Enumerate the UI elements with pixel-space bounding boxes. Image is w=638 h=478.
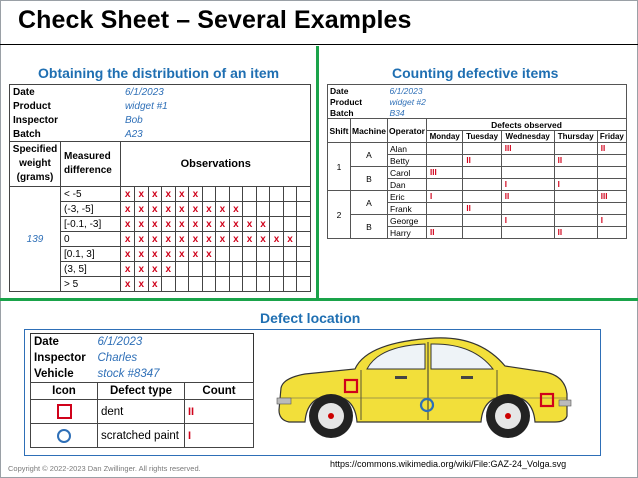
tally-cell: x: [134, 277, 148, 292]
tally-cell: II: [501, 191, 554, 203]
tally-cell: [162, 277, 176, 292]
tally-cell: x: [134, 232, 148, 247]
meta-label: Inspector: [10, 113, 121, 127]
tally-cell: x: [121, 247, 135, 262]
meta-row: [10, 99, 311, 113]
tally-cell: x: [189, 232, 203, 247]
operator-header: Operator: [388, 119, 427, 143]
tally-cell: I: [501, 215, 554, 227]
tally-cell: I: [501, 179, 554, 191]
tally-cell: x: [134, 187, 148, 202]
observations-header: Observations: [121, 142, 311, 187]
car-illustration: [275, 336, 575, 444]
tally-cell: x: [162, 232, 176, 247]
day-header: Tuesday: [463, 131, 501, 143]
tally-cell: x: [256, 232, 270, 247]
operator-cell: Carol: [388, 167, 427, 179]
range-label: (-3, -5]: [61, 202, 121, 217]
meta-label: Product: [328, 96, 388, 107]
tally-cell: x: [134, 247, 148, 262]
tally-cell: x: [189, 202, 203, 217]
meta-row: [31, 334, 254, 351]
table-row: [31, 400, 254, 424]
icon-header: Icon: [31, 383, 98, 400]
tally-cell: x: [175, 187, 189, 202]
tally-cell: x: [121, 217, 135, 232]
meta-label: Batch: [10, 127, 121, 142]
table-row: [328, 143, 627, 155]
meta-label: Date: [328, 85, 388, 97]
tally-cell: x: [243, 232, 257, 247]
tally-cell: x: [121, 277, 135, 292]
tally-cell: [297, 217, 311, 232]
meta-value: 6/1/2023: [97, 336, 143, 348]
tally-cell: [297, 187, 311, 202]
meta-row: [10, 127, 311, 142]
tally-cell: [175, 262, 189, 277]
tally-cell: [202, 277, 216, 292]
tally-cell: [283, 277, 297, 292]
range-label: < -5: [61, 187, 121, 202]
tally-cell: [297, 277, 311, 292]
title-divider: [0, 44, 638, 45]
operator-cell: Alan: [388, 143, 427, 155]
range-label: (3, 5]: [61, 262, 121, 277]
tally-cell: [216, 247, 230, 262]
tally-cell: x: [283, 232, 297, 247]
machine-cell: B: [351, 167, 388, 191]
tally-cell: [463, 143, 501, 155]
operator-cell: Harry: [388, 227, 427, 239]
tally-cell: [270, 247, 284, 262]
tally-cell: x: [134, 202, 148, 217]
tally-cell: [216, 262, 230, 277]
operator-cell: Betty: [388, 155, 427, 167]
meta-row: [328, 96, 627, 107]
shift-cell: 1: [328, 143, 351, 191]
tally-cell: x: [270, 232, 284, 247]
tally-cell: x: [216, 202, 230, 217]
tally-cell: [501, 167, 554, 179]
tally-cell: [501, 155, 554, 167]
tally-cell: [427, 155, 463, 167]
tally-cell: [270, 262, 284, 277]
meta-value: Bob: [121, 113, 311, 127]
tally-cell: [427, 203, 463, 215]
tally-cell: [216, 187, 230, 202]
table-row: [10, 187, 311, 202]
tally-cell: [297, 232, 311, 247]
tally-cell: [501, 203, 554, 215]
tally-cell: [297, 202, 311, 217]
day-header: Monday: [427, 131, 463, 143]
tally-cell: x: [202, 247, 216, 262]
tally-cell: II: [463, 203, 501, 215]
tally-cell: II: [427, 227, 463, 239]
red-square-icon: [57, 404, 72, 419]
tally-cell: x: [256, 217, 270, 232]
tally-cell: [463, 179, 501, 191]
tally-cell: [270, 187, 284, 202]
tally-cell: [243, 247, 257, 262]
tally-cell: [243, 187, 257, 202]
measured-diff-header: Measured difference: [61, 142, 121, 187]
tally-cell: x: [189, 247, 203, 262]
tally-cell: x: [243, 217, 257, 232]
range-label: [-0.1, -3]: [61, 217, 121, 232]
tally-cell: x: [148, 262, 162, 277]
tally-cell: [463, 167, 501, 179]
tally-cell: x: [175, 232, 189, 247]
location-heading: Defect location: [260, 310, 361, 326]
tally-cell: [175, 277, 189, 292]
tally-cell: [463, 215, 501, 227]
tally-cell: [463, 227, 501, 239]
tally-cell: x: [148, 247, 162, 262]
day-header: Friday: [597, 131, 626, 143]
range-label: 0: [61, 232, 121, 247]
tally-cell: [554, 191, 597, 203]
tally-cell: x: [175, 202, 189, 217]
tally-cell: [463, 191, 501, 203]
day-header: Wednesday: [501, 131, 554, 143]
meta-value: 6/1/2023: [121, 85, 311, 100]
count-cell: I: [185, 424, 254, 448]
count-header: Count: [185, 383, 254, 400]
tally-cell: x: [121, 187, 135, 202]
header-row: [328, 119, 627, 131]
tally-cell: II: [554, 155, 597, 167]
tally-cell: II: [597, 143, 626, 155]
meta-label: Inspector: [34, 352, 86, 364]
meta-row: [31, 350, 254, 366]
tally-cell: [216, 277, 230, 292]
meta-row: [328, 107, 627, 119]
count-cell: II: [185, 400, 254, 424]
meta-value: stock #8347: [97, 368, 160, 380]
tally-cell: x: [148, 232, 162, 247]
meta-label: Batch: [328, 107, 388, 119]
tally-cell: [297, 247, 311, 262]
meta-value: widget #1: [121, 99, 311, 113]
source-link[interactable]: https://commons.wikimedia.org/wiki/File:GAZ-24_Volga.svg: [330, 459, 567, 469]
header-row: [10, 142, 311, 187]
tally-cell: x: [202, 217, 216, 232]
tally-cell: [243, 262, 257, 277]
tally-cell: [427, 215, 463, 227]
tally-cell: [427, 143, 463, 155]
tally-cell: II: [554, 227, 597, 239]
machine-header: Machine: [351, 119, 388, 143]
tally-cell: x: [162, 262, 176, 277]
tally-cell: [554, 143, 597, 155]
meta-label: Vehicle: [34, 368, 74, 380]
distribution-table: [9, 84, 311, 292]
tally-cell: x: [229, 232, 243, 247]
icon-cell: [31, 424, 98, 448]
tally-cell: x: [121, 232, 135, 247]
tally-cell: II: [463, 155, 501, 167]
tally-cell: III: [501, 143, 554, 155]
operator-cell: George: [388, 215, 427, 227]
defects-observed-header: Defects observed: [427, 119, 627, 131]
icon-cell: [31, 400, 98, 424]
table-row: [328, 215, 627, 227]
meta-row: [328, 85, 627, 97]
tally-cell: [597, 203, 626, 215]
tally-cell: x: [134, 262, 148, 277]
tally-cell: III: [427, 167, 463, 179]
machine-cell: A: [351, 143, 388, 167]
table-row: [328, 167, 627, 179]
tally-cell: x: [175, 247, 189, 262]
tally-cell: [229, 187, 243, 202]
tally-cell: [270, 277, 284, 292]
defects-table: [327, 84, 627, 239]
tally-cell: x: [148, 217, 162, 232]
header-row: [31, 383, 254, 400]
tally-cell: x: [162, 202, 176, 217]
tally-cell: I: [427, 191, 463, 203]
tally-cell: [501, 227, 554, 239]
tally-cell: [189, 277, 203, 292]
meta-label: Product: [10, 99, 121, 113]
range-label: > 5: [61, 277, 121, 292]
tally-cell: [189, 262, 203, 277]
tally-cell: [256, 202, 270, 217]
meta-row: [10, 85, 311, 100]
tally-cell: x: [189, 217, 203, 232]
tally-cell: x: [162, 247, 176, 262]
rear-wheel: [486, 394, 530, 438]
tally-cell: [597, 167, 626, 179]
tally-cell: x: [229, 217, 243, 232]
tally-cell: x: [216, 217, 230, 232]
meta-label: Date: [10, 85, 121, 100]
defects-heading: Counting defective items: [392, 65, 559, 81]
tally-cell: [270, 217, 284, 232]
copyright-text: Copyright © 2022-2023 Dan Zwillinger. All rights reserved.: [8, 464, 201, 473]
tally-cell: [597, 227, 626, 239]
tally-cell: [427, 179, 463, 191]
meta-value: B34: [388, 107, 627, 119]
tally-cell: [283, 202, 297, 217]
tally-cell: [256, 277, 270, 292]
defect-type-header: Defect type: [98, 383, 185, 400]
tally-cell: x: [162, 217, 176, 232]
operator-cell: Eric: [388, 191, 427, 203]
tally-cell: [270, 202, 284, 217]
meta-value: widget #2: [388, 96, 627, 107]
tally-cell: [554, 203, 597, 215]
spec-weight-header: Specified weight (grams): [10, 142, 61, 187]
shift-header: Shift: [328, 119, 351, 143]
tally-cell: x: [175, 217, 189, 232]
spec-weight-value: 139: [10, 187, 61, 292]
tally-cell: [202, 187, 216, 202]
tally-cell: [256, 187, 270, 202]
tally-cell: [554, 215, 597, 227]
meta-row: [10, 113, 311, 127]
tally-cell: [283, 247, 297, 262]
tally-cell: [283, 187, 297, 202]
slide-title: Check Sheet – Several Examples: [18, 6, 412, 34]
meta-label: Date: [34, 336, 59, 348]
tally-cell: [297, 262, 311, 277]
table-row: [328, 191, 627, 203]
tally-cell: x: [134, 217, 148, 232]
tally-cell: [597, 179, 626, 191]
tally-cell: [597, 155, 626, 167]
table-row: [31, 424, 254, 448]
shift-cell: 2: [328, 191, 351, 239]
meta-value: A23: [121, 127, 311, 142]
tally-cell: I: [597, 215, 626, 227]
day-header: Thursday: [554, 131, 597, 143]
operator-cell: Dan: [388, 179, 427, 191]
defect-type-cell: scratched paint: [98, 424, 185, 448]
tally-cell: x: [148, 187, 162, 202]
location-table: [30, 333, 254, 448]
vertical-divider: [316, 46, 319, 298]
tally-cell: [243, 277, 257, 292]
horizontal-divider: [0, 298, 638, 301]
tally-cell: [202, 262, 216, 277]
meta-value: Charles: [97, 352, 138, 364]
tally-cell: x: [148, 202, 162, 217]
tally-cell: [256, 247, 270, 262]
tally-cell: [283, 262, 297, 277]
tally-cell: x: [202, 202, 216, 217]
tally-cell: [229, 277, 243, 292]
tally-cell: x: [121, 262, 135, 277]
tally-cell: I: [554, 179, 597, 191]
tally-cell: x: [202, 232, 216, 247]
machine-cell: A: [351, 191, 388, 215]
range-label: [0.1, 3]: [61, 247, 121, 262]
blue-circle-icon: [57, 429, 71, 443]
tally-cell: x: [189, 187, 203, 202]
tally-cell: x: [148, 277, 162, 292]
tally-cell: x: [121, 202, 135, 217]
tally-cell: [554, 167, 597, 179]
meta-value: 6/1/2023: [388, 85, 627, 97]
machine-cell: B: [351, 215, 388, 239]
tally-cell: [283, 217, 297, 232]
front-wheel: [309, 394, 353, 438]
tally-cell: x: [229, 202, 243, 217]
distribution-heading: Obtaining the distribution of an item: [38, 65, 280, 81]
tally-cell: x: [216, 232, 230, 247]
tally-cell: III: [597, 191, 626, 203]
tally-cell: [256, 262, 270, 277]
tally-cell: [243, 202, 257, 217]
defect-type-cell: dent: [98, 400, 185, 424]
operator-cell: Frank: [388, 203, 427, 215]
tally-cell: [229, 262, 243, 277]
meta-row: [31, 366, 254, 383]
tally-cell: [229, 247, 243, 262]
tally-cell: x: [162, 187, 176, 202]
